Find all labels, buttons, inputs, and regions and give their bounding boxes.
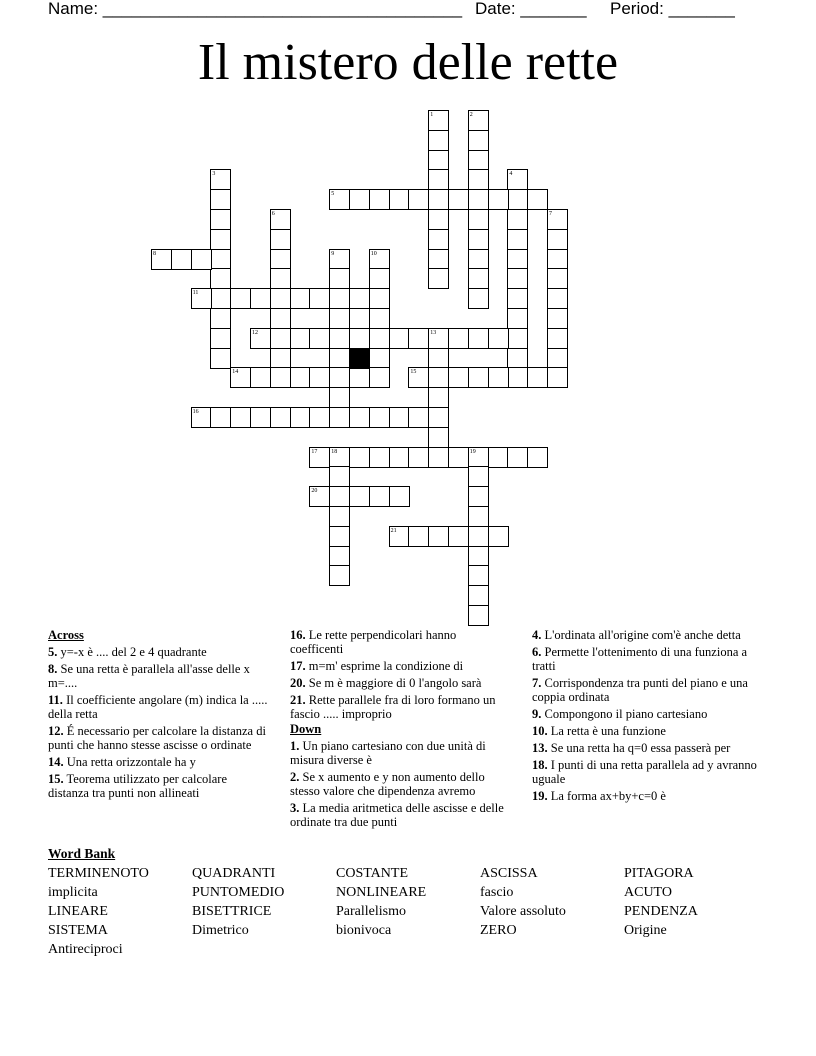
crossword-cell[interactable] [349, 407, 370, 428]
crossword-cell[interactable] [428, 407, 449, 428]
crossword-cell[interactable] [329, 387, 350, 408]
crossword-cell[interactable] [329, 466, 350, 487]
crossword-cell[interactable] [448, 189, 469, 210]
crossword-cell[interactable] [408, 447, 429, 468]
across-clues-column-1 [48, 628, 268, 803]
crossword-cell[interactable] [468, 328, 489, 349]
crossword-cell[interactable] [468, 367, 489, 388]
clue-number: 6 [271, 211, 275, 217]
clue-across-5: 5. y=-x è .... del 2 e 4 quadrante [48, 645, 207, 659]
clue-number: 9 [331, 250, 335, 257]
word-bank-item: PENDENZA [624, 904, 698, 919]
clue-down-3: 3. La media aritmetica delle ascisse e delle ordinate tra due punti [290, 801, 504, 829]
crossword-cell[interactable] [349, 328, 370, 349]
crossword-cell[interactable] [507, 288, 528, 309]
word-bank-item: SISTEMA [48, 923, 108, 938]
date-field-label: Date: _______ [475, 0, 587, 18]
down-clues-column-3 [532, 628, 768, 806]
clue-down-10: 10. La retta è una funzione [532, 724, 666, 738]
clue-across-20: 20. Se m è maggiore di 0 l'angolo sarà [290, 676, 482, 690]
clue-down-6: 6. Permette l'ottenimento di una funziona a tratti [532, 645, 748, 673]
crossword-cell[interactable] [507, 308, 528, 329]
clue-across-14: 14. Una retta orizzontale ha y [48, 755, 196, 769]
crossword-cell[interactable] [290, 407, 311, 428]
crossword-cell[interactable] [468, 229, 489, 250]
crossword-cell[interactable] [547, 229, 568, 250]
crossword-cell[interactable] [270, 407, 291, 428]
crossword-cell[interactable] [448, 447, 469, 468]
crossword-cell[interactable] [230, 288, 251, 309]
crossword-cell[interactable] [488, 367, 509, 388]
clue-number: 21 [390, 527, 397, 534]
clue-down-19: 19. La forma ax+by+c=0 è [532, 789, 666, 803]
word-bank-item: ZERO [480, 923, 517, 938]
crossword-cell[interactable] [309, 367, 330, 388]
clue-across-16: 16. Le rette perpendicolari hanno coefficenti [290, 628, 457, 656]
clue-down-2: 2. Se x aumento e y non aumento dello stesso valore che dipendenza avremo [290, 770, 485, 798]
word-bank-item: LINEARE [48, 904, 108, 919]
crossword-cell[interactable] [329, 546, 350, 567]
crossword-cell[interactable] [507, 189, 528, 210]
crossword-cell[interactable] [210, 328, 231, 349]
word-bank-item: PITAGORA [624, 866, 694, 881]
crossword-cell[interactable] [468, 506, 489, 527]
crossword-cell[interactable] [270, 288, 291, 309]
crossword-cell[interactable] [488, 447, 509, 468]
crossword-cell[interactable] [210, 189, 231, 210]
crossword-cell[interactable] [468, 486, 489, 507]
crossword-cell[interactable] [369, 447, 390, 468]
crossword-cell[interactable] [369, 308, 390, 329]
crossword-cell[interactable] [527, 447, 548, 468]
crossword-cell[interactable] [369, 348, 390, 369]
crossword-cell[interactable] [329, 328, 350, 349]
crossword-cell[interactable] [389, 328, 410, 349]
crossword-cell[interactable] [329, 308, 350, 329]
name-field-label: Name: ______________________________________ [48, 0, 463, 18]
crossword-cell[interactable] [191, 249, 212, 270]
crossword-cell[interactable] [290, 328, 311, 349]
crossword-cell[interactable] [527, 189, 548, 210]
word-bank-item: fascio [480, 885, 514, 900]
crossword-cell[interactable] [389, 407, 410, 428]
crossword-cell[interactable] [468, 565, 489, 586]
crossword-cell[interactable] [369, 268, 390, 289]
crossword-cell[interactable] [428, 526, 449, 547]
crossword-cell[interactable] [428, 150, 449, 171]
crossword-cell[interactable] [309, 288, 330, 309]
crossword-cell[interactable] [290, 367, 311, 388]
crossword-cell[interactable] [468, 526, 489, 547]
crossword-cell[interactable] [329, 407, 350, 428]
crossword-cell[interactable] [428, 249, 449, 270]
crossword-cell[interactable] [290, 288, 311, 309]
word-bank [48, 864, 768, 959]
crossword-cell[interactable] [349, 367, 370, 388]
crossword-cell[interactable] [329, 288, 350, 309]
clue-number: 15 [410, 369, 417, 376]
word-bank-item: bionivoca [336, 923, 392, 938]
crossword-cell[interactable] [210, 348, 231, 369]
crossword-cell[interactable] [468, 268, 489, 289]
clue-number: 8 [153, 250, 156, 257]
crossword-cell[interactable] [250, 288, 271, 309]
crossword-cell[interactable] [468, 209, 489, 230]
crossword-cell[interactable] [369, 189, 390, 210]
crossword-cell[interactable] [428, 387, 449, 408]
crossword-cell[interactable] [171, 249, 192, 270]
crossword-cell[interactable] [468, 130, 489, 151]
word-bank-item: Parallelismo [336, 904, 406, 919]
crossword-cell[interactable] [210, 268, 231, 289]
crossword-cell[interactable] [389, 486, 410, 507]
crossword-cell[interactable] [408, 407, 429, 428]
crossword-cell[interactable] [507, 209, 528, 230]
clue-down-13: 13. Se una retta ha q=0 essa passerà per [532, 741, 731, 755]
crossword-cell[interactable] [468, 249, 489, 270]
crossword-cell[interactable] [369, 288, 390, 309]
crossword-cell[interactable] [369, 486, 390, 507]
crossword-cell[interactable] [270, 328, 291, 349]
clue-across-21: 21. Rette parallele fra di loro formano un fascio ..... improprio [290, 693, 496, 721]
crossword-cell[interactable] [210, 308, 231, 329]
crossword-cell[interactable] [329, 348, 350, 369]
crossword-cell[interactable] [468, 189, 489, 210]
clue-across-11: 11. Il coefficiente angolare (m) indica la ..... della retta [48, 693, 268, 721]
crossword-cell[interactable] [369, 328, 390, 349]
crossword-cell[interactable] [547, 328, 568, 349]
word-bank-heading: Word Bank [48, 846, 116, 861]
word-bank-item: COSTANTE [336, 866, 408, 881]
crossword-cell[interactable] [408, 328, 429, 349]
crossword-cell[interactable] [428, 169, 449, 190]
clue-down-18: 18. I punti di una retta parallela ad y avranno uguale [532, 758, 757, 786]
crossword-cell[interactable] [210, 407, 231, 428]
crossword-cell[interactable] [428, 209, 449, 230]
clue-number: 17 [311, 448, 318, 455]
clue-number: 3 [212, 171, 216, 178]
crossword-cell[interactable] [389, 447, 410, 468]
word-bank-item: Origine [624, 923, 667, 938]
crossword-cell[interactable] [468, 585, 489, 606]
crossword-cell[interactable] [428, 367, 449, 388]
clue-number: 5 [331, 191, 335, 198]
crossword-cell[interactable] [329, 367, 350, 388]
crossword-cell[interactable] [369, 407, 390, 428]
crossword-cell[interactable] [448, 526, 469, 547]
crossword-cell[interactable] [428, 189, 449, 210]
crossword-cell[interactable] [468, 288, 489, 309]
crossword-cell[interactable] [428, 348, 449, 369]
crossword-cell[interactable] [210, 229, 231, 250]
clue-across-12: 12. É necessario per calcolare la distanza di punti che hanno stesse ascisse o ordinate [48, 724, 266, 752]
crossword-cell[interactable] [309, 407, 330, 428]
clues-column-2 [290, 628, 512, 832]
crossword-cell[interactable] [507, 268, 528, 289]
clue-across-17: 17. m=m' esprime la condizione di [290, 659, 464, 673]
crossword-cell[interactable] [210, 288, 231, 309]
clue-number: 19 [469, 448, 476, 455]
crossword-cell[interactable] [488, 328, 509, 349]
word-bank-item: BISETTRICE [192, 904, 272, 919]
clue-number: 1 [430, 112, 434, 118]
crossword-cell[interactable] [270, 229, 291, 250]
crossword-cell[interactable] [547, 249, 568, 270]
crossword-cell[interactable] [468, 150, 489, 171]
clue-across-15: 15. Teorema utilizzato per calcolare distanza tra punti non allineati [48, 772, 228, 800]
crossword-cell[interactable] [349, 447, 370, 468]
crossword-cell[interactable] [507, 348, 528, 369]
crossword-cell[interactable] [448, 367, 469, 388]
clue-number: 18 [331, 448, 338, 455]
crossword-cell[interactable] [428, 229, 449, 250]
crossword-cell[interactable] [329, 506, 350, 527]
clue-number: 7 [549, 211, 552, 217]
clue-number: 11 [192, 290, 199, 297]
crossword-cell[interactable] [507, 249, 528, 270]
clue-number: 12 [252, 329, 258, 336]
word-bank-item: Antireciproci [48, 942, 123, 957]
crossword-cell[interactable] [210, 209, 231, 230]
clue-down-9: 9. Compongono il piano cartesiano [532, 707, 708, 721]
crossword-cell[interactable] [468, 169, 489, 190]
crossword-cell[interactable] [389, 189, 410, 210]
down-heading: Down [290, 722, 322, 736]
crossword-cell[interactable] [488, 189, 509, 210]
crossword-cell[interactable] [230, 407, 251, 428]
crossword-cell[interactable] [349, 189, 370, 210]
crossword-cell[interactable] [250, 407, 271, 428]
crossword-cell[interactable] [270, 249, 291, 270]
crossword-cell[interactable] [329, 526, 350, 547]
crossword-cell[interactable] [547, 288, 568, 309]
crossword-cell[interactable] [507, 229, 528, 250]
clue-number: 10 [370, 250, 377, 257]
crossword-cell[interactable] [210, 249, 231, 270]
crossword-cell[interactable] [349, 486, 370, 507]
crossword-cell[interactable] [547, 367, 568, 388]
crossword-cell[interactable] [329, 268, 350, 289]
crossword-cell[interactable] [428, 427, 449, 448]
word-bank-item: TERMINENOTO [48, 866, 149, 881]
crossword-cell[interactable] [329, 565, 350, 586]
period-field-label: Period: _______ [610, 0, 735, 18]
word-bank-item: QUADRANTI [192, 866, 276, 881]
word-bank-item: PUNTOMEDIO [192, 885, 285, 900]
crossword-cell[interactable] [329, 486, 350, 507]
crossword-cell[interactable] [547, 308, 568, 329]
crossword-cell[interactable] [468, 546, 489, 567]
crossword-cell[interactable] [349, 288, 370, 309]
word-bank-item: ACUTO [624, 885, 672, 900]
crossword-cell[interactable] [428, 447, 449, 468]
crossword-cell[interactable] [408, 189, 429, 210]
page-title: Il mistero delle rette [197, 34, 619, 91]
crossword-cell[interactable] [270, 367, 291, 388]
crossword-cell[interactable] [428, 268, 449, 289]
crossword-black-cell [349, 348, 370, 369]
crossword-cell[interactable] [468, 466, 489, 487]
word-bank-item: Dimetrico [192, 923, 249, 938]
crossword-cell[interactable] [507, 328, 528, 349]
word-bank-item: NONLINEARE [336, 885, 427, 900]
word-bank-item: implicita [48, 885, 98, 900]
crossword-cell[interactable] [448, 328, 469, 349]
crossword-cell[interactable] [250, 367, 271, 388]
crossword-cell[interactable] [488, 526, 509, 547]
crossword-cell[interactable] [507, 367, 528, 388]
word-bank-item: Valore assoluto [480, 904, 566, 919]
crossword-cell[interactable] [369, 367, 390, 388]
clue-down-4: 4. L'ordinata all'origine com'è anche detta [532, 628, 741, 642]
clue-number: 4 [509, 171, 513, 178]
across-heading: Across [48, 628, 84, 642]
crossword-cell[interactable] [270, 268, 291, 289]
clue-number: 20 [311, 488, 318, 495]
clue-number: 13 [430, 329, 437, 336]
crossword-cell[interactable] [507, 447, 528, 468]
crossword-cell[interactable] [468, 605, 489, 626]
clue-number: 16 [192, 409, 199, 415]
clue-across-8: 8. Se una retta è parallela all'asse delle x m=.... [48, 662, 250, 690]
crossword-cell[interactable] [547, 268, 568, 289]
crossword-cell[interactable] [270, 348, 291, 369]
clue-number: 2 [469, 112, 473, 118]
crossword-cell[interactable] [428, 130, 449, 151]
word-bank-item: ASCISSA [480, 866, 538, 881]
crossword-cell[interactable] [527, 367, 548, 388]
crossword-cell[interactable] [408, 526, 429, 547]
crossword-cell[interactable] [547, 348, 568, 369]
crossword-cell[interactable] [270, 308, 291, 329]
clue-down-7: 7. Corrispondenza tra punti del piano e una coppia ordinata [532, 676, 748, 704]
clue-number: 14 [232, 369, 239, 376]
clue-down-1: 1. Un piano cartesiano con due unità di misura diverse è [290, 739, 486, 767]
crossword-cell[interactable] [309, 328, 330, 349]
